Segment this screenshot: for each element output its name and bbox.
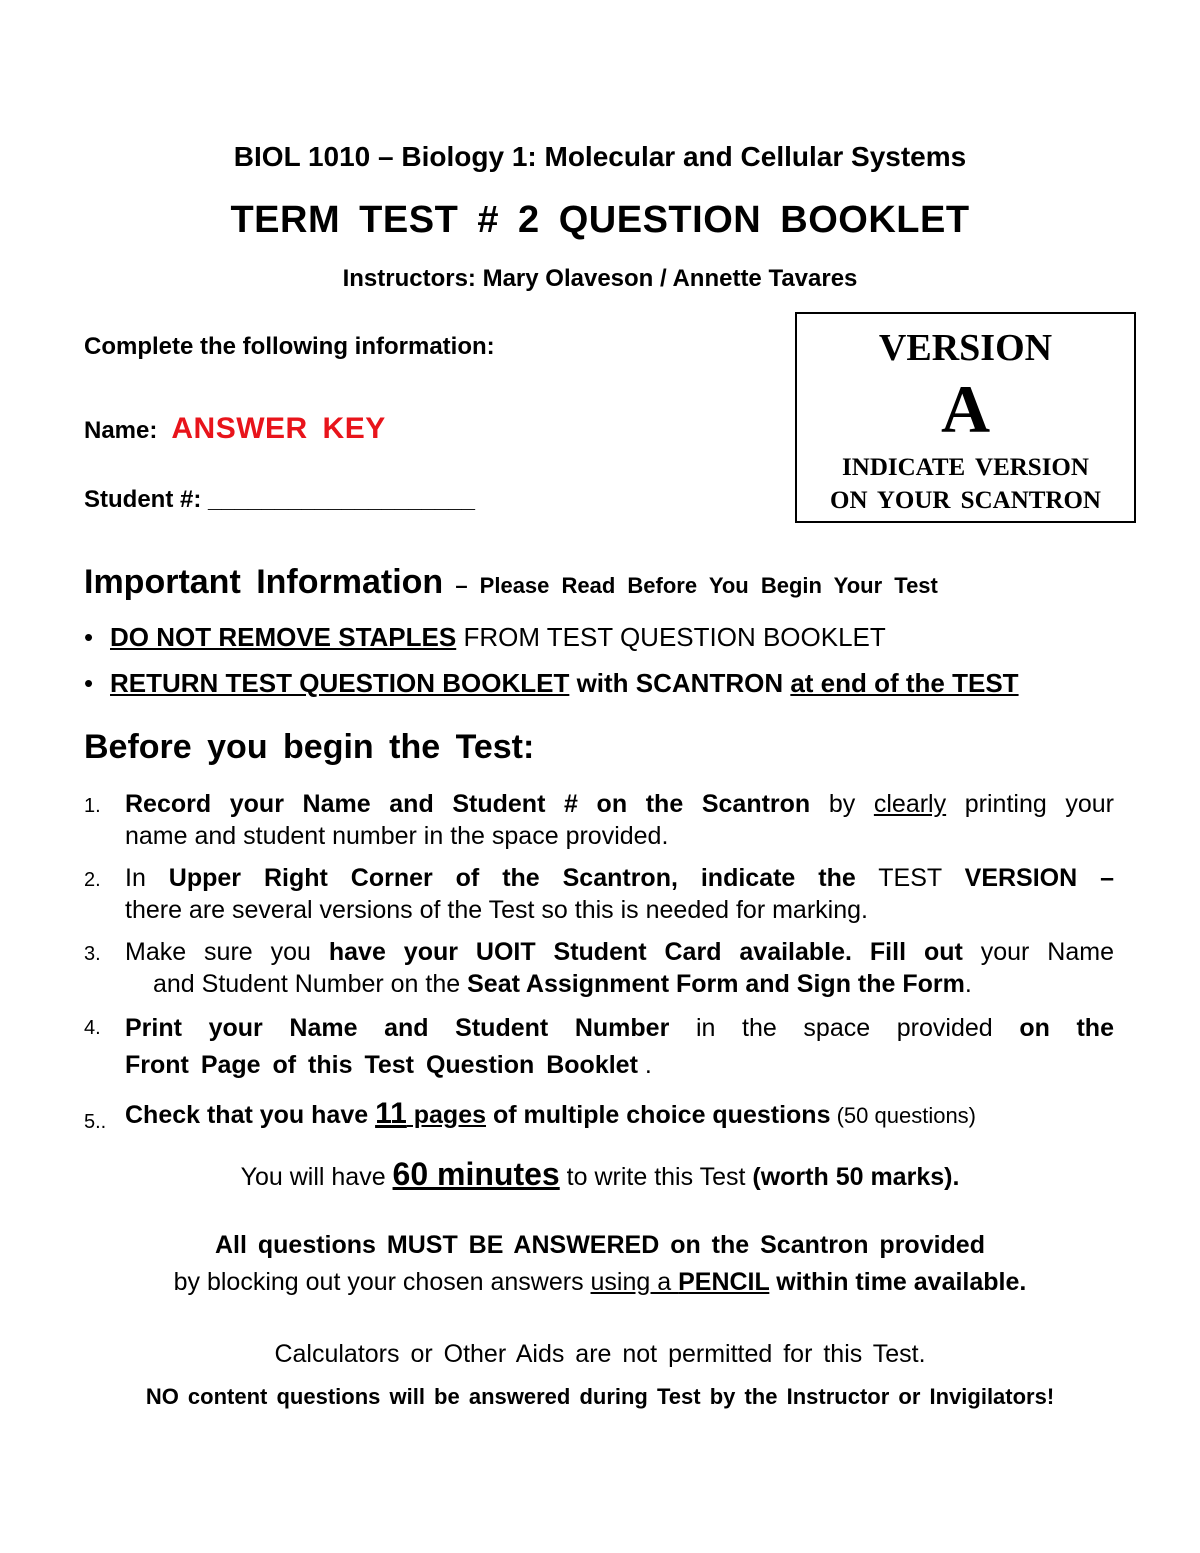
step-number: 3. xyxy=(84,943,101,965)
step-1-line-2: name and student number in the space provided. xyxy=(125,822,669,850)
name-label: Name: xyxy=(84,417,158,444)
bullet-dot-icon: • xyxy=(84,668,94,698)
complete-info-label: Complete the following information: xyxy=(84,333,495,360)
step-3-line-2: and Student Number on the Seat Assignment Form and Sign the Form. xyxy=(153,970,972,998)
version-label: VERSION xyxy=(878,327,1053,369)
step-2-line-2: there are several versions of the Test so this is needed for marking. xyxy=(125,896,868,924)
step-4-line-2: Front Page of this Test Question Booklet . xyxy=(125,1051,652,1079)
step-1-line-1: Record your Name and Student # on the Scantron by clearly printing your xyxy=(125,790,1115,818)
student-number-row xyxy=(84,486,475,514)
step-number: 1. xyxy=(84,795,101,817)
step-number: 5.. xyxy=(84,1111,107,1133)
version-letter: A xyxy=(940,371,991,447)
bullet-2-middle: with SCANTRON xyxy=(569,668,791,698)
student-number-blank: ____________________ xyxy=(208,486,475,513)
important-heading-text: Important Information xyxy=(84,563,444,601)
before-heading: Before you begin the Test: xyxy=(84,728,535,766)
answer-instruction-line-1: All questions MUST BE ANSWERED on the Scantron provided xyxy=(214,1231,985,1259)
bullet-item-staples xyxy=(84,622,886,653)
step-2-line-1: In Upper Right Corner of the Scantron, indicate the TEST VERSION – xyxy=(125,864,1115,892)
booklet-title: TERM TEST # 2 QUESTION BOOKLET xyxy=(230,199,970,241)
important-subheading: Please Read Before You Begin Your Test xyxy=(479,573,938,598)
bullet-1-underlined: DO NOT REMOVE STAPLES xyxy=(110,622,457,652)
step-3-line-1: Make sure you have your UOIT Student Card available. Fill out your Name xyxy=(125,938,1114,966)
no-content-questions-notice: NO content questions will be answered during Test by the Instructor or Invigilators! xyxy=(145,1384,1055,1409)
step-number: 4. xyxy=(84,1017,101,1039)
time-limit-line: You will have 60 minutes to write this Test (worth 50 marks). xyxy=(240,1156,960,1192)
bullet-2-underlined: RETURN TEST QUESTION BOOKLET xyxy=(110,668,570,698)
name-row xyxy=(84,412,386,446)
bullet-1-rest: FROM TEST QUESTION BOOKLET xyxy=(456,622,886,652)
version-instruction xyxy=(797,451,1134,517)
important-info-heading xyxy=(84,563,938,602)
name-value: ANSWER KEY xyxy=(171,412,386,445)
calculators-notice: Calculators or Other Aids are not permitted for this Test. xyxy=(274,1340,926,1368)
version-instruction-line-2: ON YOUR SCANTRON xyxy=(830,487,1101,514)
instructors-line: Instructors: Mary Olaveson / Annette Tavares xyxy=(342,265,858,292)
step-4-line-1: Print your Name and Student Number in the space provided on the xyxy=(125,1014,1114,1042)
version-instruction-line-1: INDICATE VERSION xyxy=(842,454,1089,481)
bullet-item-return xyxy=(84,668,1019,699)
course-title: BIOL 1010 – Biology 1: Molecular and Cellular Systems xyxy=(233,141,967,172)
answer-instruction-line-2: by blocking out your chosen answers using a PENCIL within time available. xyxy=(173,1268,1027,1296)
page-count: 11 xyxy=(375,1097,407,1130)
step-5-line-1: Check that you have 11 pages of multiple choice questions (50 questions) xyxy=(125,1097,977,1130)
step-number: 2. xyxy=(84,869,101,891)
student-number-label: Student #: xyxy=(84,486,202,513)
time-limit-value: 60 minutes xyxy=(392,1156,560,1192)
important-dash: – xyxy=(443,573,480,598)
bullet-dot-icon: • xyxy=(84,622,94,652)
bullet-2-end: at end of the TEST xyxy=(790,668,1019,698)
version-box xyxy=(795,312,1136,523)
